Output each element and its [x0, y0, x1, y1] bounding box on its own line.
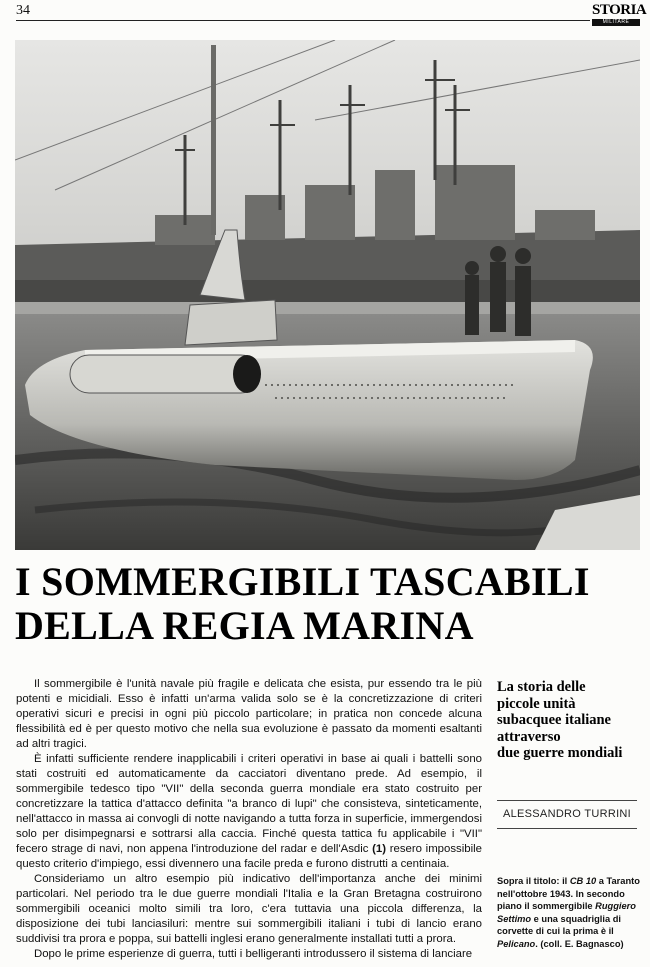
paragraph-4: Dopo le prime esperienze di guerra, tutti i belligeranti introdussero il sistema di lanciare	[34, 948, 473, 960]
paragraph-2-text-b: resero impossibile questo criterio d'impiego, essi divennero una facile preda e furono distrutti a centinaia.	[16, 843, 483, 870]
magazine-logo	[592, 2, 647, 26]
author-rule-bottom	[497, 828, 637, 829]
footnote-ref[interactable]: (1)	[372, 843, 387, 855]
caption-suffix: . (coll. E. Bagnasco)	[535, 938, 624, 949]
page-number: 34	[16, 3, 30, 18]
logo-word: STORIA	[592, 2, 647, 18]
author-rule-top	[497, 800, 637, 801]
paragraph-1: Il sommergibile è l'unità navale più fragile e delicata che esista, pur essendo tra le più potenti e micidiali. Esso è infatti un'arma valida solo se è la concretizzazione di criteri operativi sicuri e precisi in ogni più piccolo particolare; in pratica non concede alcuna flessibilità ed è per questo motivo che nella sua evoluzione è passato da momenti esaltanti ad altri tragici.	[16, 678, 482, 750]
caption-vessel: CB 10	[569, 876, 597, 886]
author-name: ALESSANDRO TURRINI	[502, 808, 632, 820]
submarine-harbor-photo	[15, 40, 640, 550]
caption-prefix: Sopra il titolo: il	[497, 876, 570, 886]
paragraph-2-text-a: È infatti sufficiente rendere inapplicabili i criteri operativi in base ai quali i battelli sono stati costruiti ed automaticamente da cacciatori diventano prede. Ad esempio, il sommergibile tedesco tipo "VII" della seconda guerra mondiale era stato costruito per concretizzare la tattica d'attacco definita "a branco di lupi" che consisteva, sinteticamente, nell'attacco in massa ai convogli di notte navigando a tutta forza in superficie, immergendosi solo per disimpegnarsi e sottrarsi alla caccia. Finché questa tattica fu applicabile i "VII" fecero strage di navi, non appena l'introduzione del radar e dell'Asdic	[16, 753, 482, 855]
article-title	[15, 560, 645, 648]
subtitle-line: subacquee italiane	[497, 712, 611, 728]
header-rule	[16, 20, 590, 21]
logo-subtitle: MILITARE	[592, 19, 640, 26]
subtitle-line: attraverso	[497, 728, 561, 745]
subtitle-line: piccole unità	[497, 695, 576, 712]
paragraph-3: Consideriamo un altro esempio più indicativo dell'importanza anche dei minimi particolari. Nel periodo tra le due guerre mondiali l'Italia e la Gran Bretagna costruirono sommergibili oceanici molto simili tra loro, c'era tuttavia una piccola differenza, la disposizione dei tubi lanciasiluri: mentre sui sommergibili italiani i tubi di lancio erano suddivisi tra prora e poppa, sui battelli inglesi erano generalmente installati tutti a prora.	[16, 873, 482, 945]
photo-submarine-harbor-icon	[15, 40, 640, 550]
caption-text: e una squadriglia di corvette di cui la prima è il	[497, 913, 621, 936]
photo-caption	[497, 875, 642, 950]
caption-vessel: Ruggiero Settimo	[497, 901, 636, 924]
subtitle-line: La storia delle	[497, 679, 586, 695]
title-line-1: I SOMMERGIBILI TASCABILI	[15, 559, 590, 604]
title-line-2: DELLA REGIA MARINA	[15, 603, 474, 648]
subtitle-line: due guerre mondiali	[497, 745, 623, 761]
caption-text: a Taranto nell'ottobre 1943. In secondo piano il sommergibile	[497, 876, 640, 911]
paragraph-2	[16, 752, 482, 872]
caption-vessel: Pelicano	[497, 938, 536, 949]
article-subtitle	[497, 679, 647, 762]
article-body	[16, 677, 482, 962]
